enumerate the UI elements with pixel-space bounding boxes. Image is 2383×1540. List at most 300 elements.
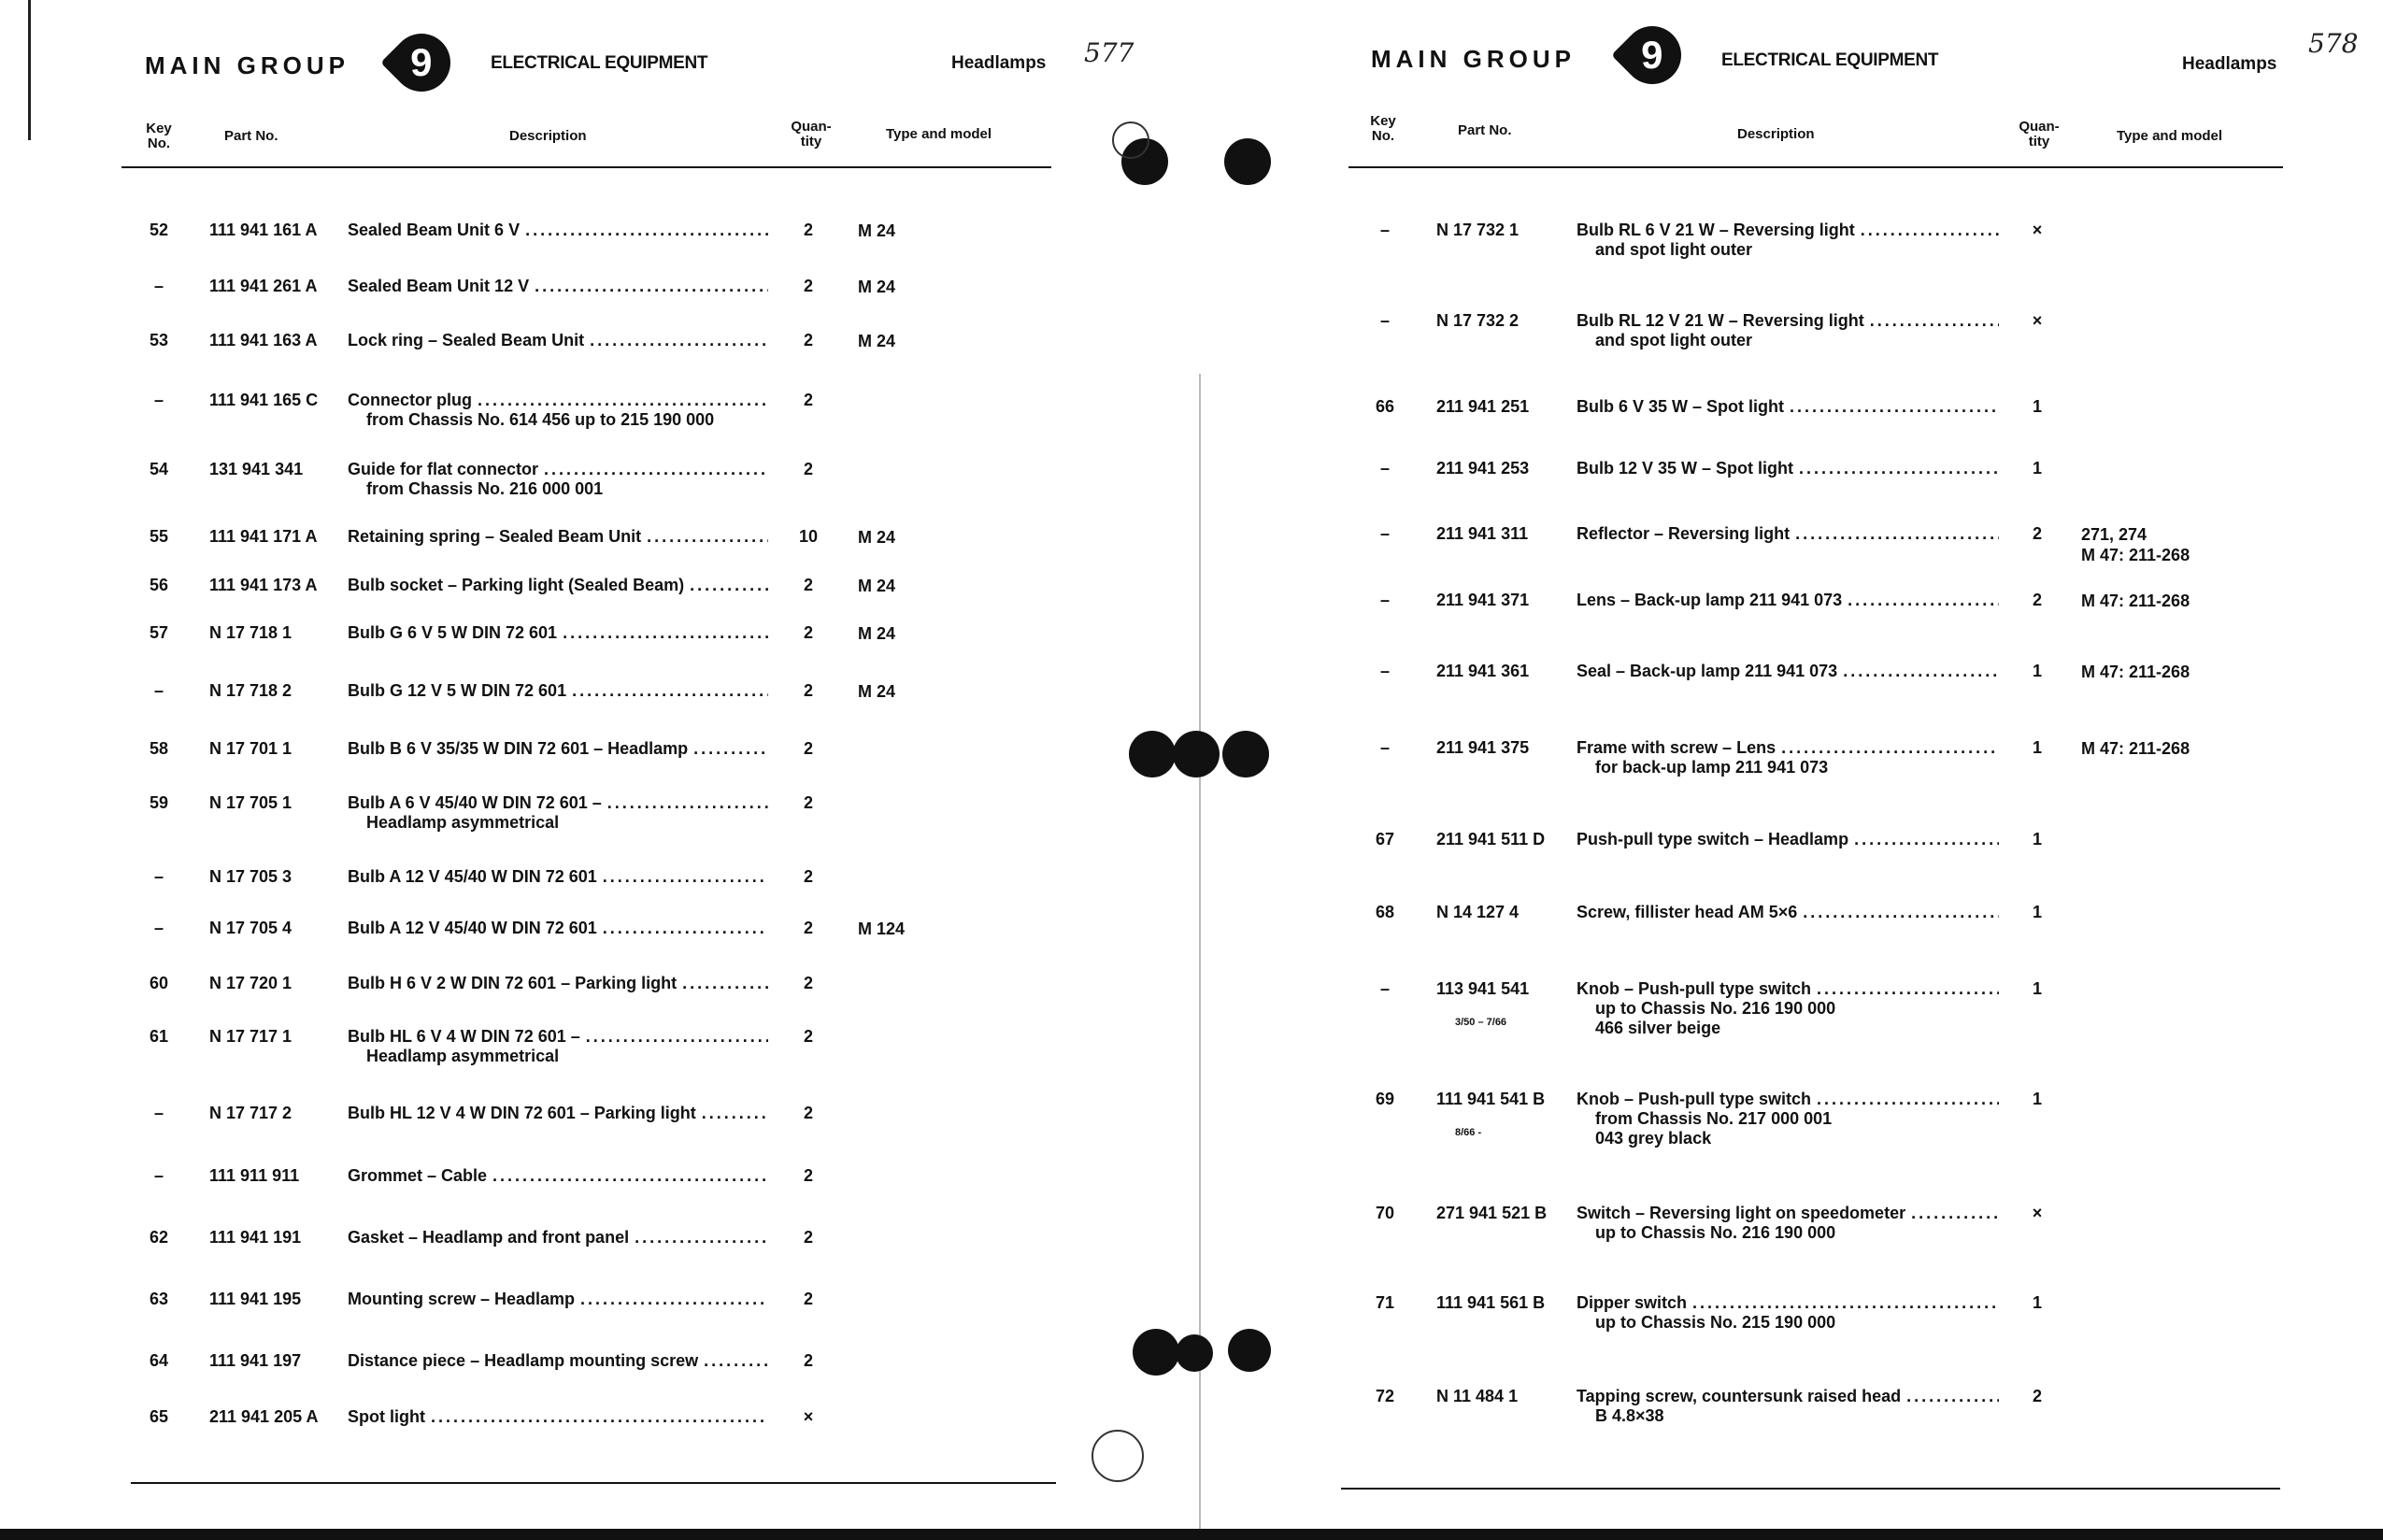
type-and-model [858, 331, 895, 351]
description-subline: up to Chassis No. 216 190 000 [1595, 999, 1836, 1018]
description-text: Distance piece – Headlamp mounting screw [348, 1351, 699, 1370]
description [1577, 903, 1999, 922]
part-number: 211 941 511 D [1436, 830, 1546, 848]
key-number: – [1379, 524, 1390, 543]
part-number: 211 941 371 [1436, 591, 1530, 609]
description-subline: from Chassis No. 216 000 001 [366, 479, 604, 498]
quantity: × [2032, 221, 2043, 239]
leader-dots [586, 1027, 768, 1047]
description-line [1577, 1090, 1999, 1109]
description-text: Bulb 6 V 35 W – Spot light [1577, 397, 1785, 416]
part-number: N 17 720 1 [209, 974, 293, 992]
description [348, 1027, 768, 1066]
description-text: Bulb RL 12 V 21 W – Reversing light [1577, 311, 1864, 330]
key-number: 65 [149, 1407, 169, 1426]
part-number: 211 941 375 [1436, 738, 1530, 757]
leader-dots [682, 974, 768, 993]
description-text: Bulb 12 V 35 W – Spot light [1577, 459, 1794, 478]
type-and-model-line: M 47: 211-268 [2081, 546, 2190, 564]
description-line [348, 391, 768, 410]
part-number: 111 941 163 A [209, 331, 318, 349]
description-text: Push-pull type switch – Headlamp [1577, 830, 1849, 848]
section-title: ELECTRICAL EQUIPMENT [491, 53, 708, 73]
quantity: 2 [803, 1104, 813, 1122]
description [1577, 662, 1999, 681]
quantity: 1 [2032, 979, 2042, 998]
description [348, 1407, 768, 1427]
leader-dots [572, 681, 768, 701]
description-text: Bulb A 12 V 45/40 W DIN 72 601 [348, 919, 597, 937]
description-subline: B 4.8×38 [1595, 1406, 1664, 1425]
key-number: 66 [1375, 397, 1395, 416]
key-number: 67 [1375, 830, 1395, 848]
quantity: 2 [803, 1166, 813, 1185]
quantity: 2 [2032, 1387, 2042, 1405]
key-number: 55 [149, 527, 169, 546]
description-line [1577, 662, 1999, 681]
part-number: 111 941 191 [209, 1228, 302, 1247]
description-line [348, 974, 768, 993]
description-line [348, 1104, 768, 1123]
description-line [348, 277, 768, 296]
key-number: 58 [149, 739, 169, 758]
type-and-model-line: M 47: 211-268 [2081, 739, 2190, 758]
quantity: 2 [803, 867, 813, 886]
description-line [348, 681, 768, 701]
description-subline: up to Chassis No. 215 190 000 [1595, 1313, 1836, 1332]
footer-rule [131, 1482, 1056, 1484]
key-number: 57 [149, 623, 169, 642]
type-and-model [858, 527, 895, 548]
quantity: × [803, 1407, 814, 1426]
description [1577, 1293, 1999, 1333]
description-text: Mounting screw – Headlamp [348, 1290, 576, 1308]
description-subline: Headlamp asymmetrical [366, 1047, 560, 1065]
description [348, 1166, 768, 1186]
description-line [348, 867, 768, 887]
col-header-key: Key No. [1370, 113, 1396, 144]
description [348, 576, 768, 595]
description [1577, 1204, 1999, 1243]
description [1577, 830, 1999, 849]
key-number: 64 [149, 1351, 169, 1370]
part-number: N 17 717 1 [209, 1027, 293, 1046]
description-text: Bulb RL 6 V 21 W – Reversing light [1577, 221, 1855, 239]
type-and-model-line: M 24 [858, 221, 896, 240]
description-subline: Headlamp asymmetrical [366, 813, 560, 832]
description-line [348, 1166, 768, 1186]
description-text: Lock ring – Sealed Beam Unit [348, 331, 585, 349]
description [348, 1351, 768, 1371]
description-text: Switch – Reversing light on speedometer [1577, 1204, 1906, 1222]
description-line [1577, 903, 1999, 922]
description-line [1577, 221, 1999, 240]
type-and-model-line: M 24 [858, 682, 896, 701]
left-page [0, 0, 1196, 1533]
description-text: Bulb B 6 V 35/35 W DIN 72 601 – Headlamp [348, 739, 689, 758]
quantity: 1 [2032, 903, 2042, 921]
quantity: 2 [803, 391, 813, 409]
part-number: 211 941 311 [1436, 524, 1529, 543]
quantity: 2 [803, 331, 813, 349]
subsection-title: Headlamps [2182, 54, 2277, 74]
description-text: Sealed Beam Unit 12 V [348, 277, 530, 295]
leader-dots [647, 527, 768, 547]
leader-dots [603, 919, 768, 938]
description [1577, 221, 1999, 260]
subsection-title: Headlamps [951, 53, 1047, 73]
description [348, 867, 768, 887]
type-and-model-line: M 47: 211-268 [2081, 663, 2190, 681]
part-number: N 17 718 1 [209, 623, 293, 642]
leader-dots [1795, 524, 1999, 544]
key-number: 52 [149, 221, 169, 239]
description [1577, 591, 1999, 610]
quantity: 2 [803, 739, 813, 758]
description [348, 1290, 768, 1309]
description [348, 681, 768, 701]
part-number: 111 941 161 A [209, 221, 318, 239]
leader-dots [1906, 1387, 1999, 1406]
leader-dots [1799, 459, 1999, 478]
description-subline: from Chassis No. 614 456 up to 215 190 000 [366, 410, 715, 429]
quantity: 1 [2032, 738, 2042, 757]
part-number: N 17 732 1 [1436, 221, 1520, 239]
description-line [1577, 591, 1999, 610]
description-line [348, 919, 768, 938]
description-text: Screw, fillister head AM 5×6 [1577, 903, 1798, 921]
description-line [1577, 738, 1999, 758]
type-and-model-line: M 24 [858, 278, 896, 296]
col-header-type: Type and model [2117, 128, 2223, 144]
leader-dots [1692, 1293, 1999, 1313]
description [348, 793, 768, 833]
key-number: 53 [149, 331, 169, 349]
description [1577, 397, 1999, 417]
part-number: N 17 705 1 [209, 793, 293, 812]
leader-dots [1817, 1090, 1999, 1109]
leader-dots [563, 623, 768, 643]
col-header-description: Description [1737, 126, 1815, 142]
description-subline: and spot light outer [1595, 240, 1752, 259]
description-line [1577, 397, 1999, 417]
key-number: – [1379, 738, 1390, 757]
col-header-key: Key No. [146, 121, 172, 151]
quantity: × [2032, 311, 2043, 330]
description [1577, 524, 1999, 544]
description-line [1577, 311, 1999, 331]
part-number: N 17 705 3 [209, 867, 293, 886]
leader-dots [525, 221, 768, 240]
leader-dots [603, 867, 768, 887]
right-page [1201, 0, 2383, 1533]
quantity: 1 [2032, 397, 2042, 416]
quantity: 2 [803, 974, 813, 992]
description-line [1577, 979, 1999, 999]
description [348, 974, 768, 993]
part-number: N 17 717 2 [209, 1104, 293, 1122]
quantity: 2 [803, 1290, 813, 1308]
key-number: 59 [149, 793, 169, 812]
quantity: 2 [803, 681, 813, 700]
description-line [348, 793, 768, 813]
description-subline: 466 silver beige [1595, 1019, 1721, 1037]
description-text: Bulb HL 12 V 4 W DIN 72 601 – Parking light [348, 1104, 696, 1122]
description-text: Connector plug [348, 391, 472, 409]
description [348, 527, 768, 547]
part-number: 131 941 341 [209, 460, 304, 478]
description-line [348, 576, 768, 595]
leader-dots [1817, 979, 1999, 999]
description-text: Bulb A 6 V 45/40 W DIN 72 601 – [348, 793, 602, 812]
description [1577, 311, 1999, 350]
leader-dots [590, 331, 768, 350]
leader-dots [1861, 221, 1999, 240]
quantity: 1 [2032, 1293, 2042, 1312]
type-and-model-line: M 124 [858, 920, 906, 938]
col-header-quantity: Quan- tity [2019, 119, 2060, 150]
quantity: 2 [2032, 524, 2042, 543]
description [1577, 979, 1999, 1038]
description-text: Gasket – Headlamp and front panel [348, 1228, 630, 1247]
key-number: – [153, 1166, 164, 1185]
main-group-label: MAIN GROUP [145, 51, 350, 79]
description [348, 739, 768, 759]
date-note: 8/66 - [1455, 1127, 1482, 1138]
leader-dots [635, 1228, 768, 1248]
type-and-model-line: M 24 [858, 577, 896, 595]
group-number-badge: 9 [1611, 14, 1693, 96]
col-header-description: Description [509, 128, 587, 144]
part-number: 111 941 171 A [209, 527, 318, 546]
part-number: 111 941 541 B [1436, 1090, 1546, 1108]
leader-dots [431, 1407, 768, 1427]
type-and-model [2081, 662, 2190, 682]
description-line [348, 1027, 768, 1047]
type-and-model-line: M 24 [858, 528, 896, 547]
part-number: 111 941 165 C [209, 391, 319, 409]
description [1577, 1090, 1999, 1148]
leader-dots [693, 739, 768, 759]
quantity: 2 [803, 221, 813, 239]
type-and-model-line: M 47: 211-268 [2081, 592, 2190, 610]
description-text: Knob – Push-pull type switch [1577, 979, 1812, 998]
description-line [1577, 524, 1999, 544]
quantity: 2 [2032, 591, 2042, 609]
key-number: 69 [1375, 1090, 1395, 1108]
description-text: Bulb HL 6 V 4 W DIN 72 601 – [348, 1027, 580, 1046]
description [348, 391, 768, 430]
group-number-badge: 9 [380, 21, 463, 104]
type-and-model-line: 271, 274 [2081, 525, 2148, 544]
quantity: 1 [2032, 662, 2042, 680]
part-number: 111 911 911 [209, 1166, 300, 1185]
part-number: N 17 732 2 [1436, 311, 1520, 330]
description [348, 460, 768, 499]
part-number: N 17 718 2 [209, 681, 293, 700]
leader-dots [704, 1351, 768, 1371]
description-text: Lens – Back-up lamp 211 941 073 [1577, 591, 1843, 609]
description-line [1577, 1387, 1999, 1406]
description-text: Bulb H 6 V 2 W DIN 72 601 – Parking light [348, 974, 678, 992]
description-line [1577, 830, 1999, 849]
key-number: – [1379, 459, 1390, 478]
leader-dots [1781, 738, 1999, 758]
quantity: 2 [803, 1351, 813, 1370]
description-text: Retaining spring – Sealed Beam Unit [348, 527, 642, 546]
description-text: Bulb G 6 V 5 W DIN 72 601 [348, 623, 558, 642]
part-number: 111 941 197 [209, 1351, 302, 1370]
description-text: Bulb socket – Parking light (Sealed Beam) [348, 576, 685, 594]
type-and-model [858, 919, 905, 939]
description-line [348, 527, 768, 547]
description-subline: up to Chassis No. 216 190 000 [1595, 1223, 1836, 1242]
description-line [348, 221, 768, 240]
leader-dots [478, 391, 768, 410]
description-subline: 043 grey black [1595, 1129, 1712, 1148]
key-number: – [1379, 979, 1390, 998]
description-line [1577, 1293, 1999, 1313]
description-line [348, 460, 768, 479]
description-text: Knob – Push-pull type switch [1577, 1090, 1812, 1108]
col-header-quantity: Quan- tity [791, 119, 832, 150]
col-header-part: Part No. [224, 128, 278, 144]
type-and-model [2081, 591, 2190, 611]
description-line [348, 1407, 768, 1427]
key-number: 72 [1375, 1387, 1395, 1405]
part-number: 111 941 195 [209, 1290, 302, 1308]
key-number: 56 [149, 576, 169, 594]
description-text: Frame with screw – Lens [1577, 738, 1777, 757]
part-number: N 14 127 4 [1436, 903, 1520, 921]
part-number: 113 941 541 [1436, 979, 1530, 998]
header-rule [1348, 166, 2283, 168]
description-text: Bulb A 12 V 45/40 W DIN 72 601 [348, 867, 597, 886]
part-number: 111 941 173 A [209, 576, 318, 594]
header-rule [121, 166, 1051, 168]
quantity: 10 [798, 527, 819, 546]
part-number: 211 941 361 [1436, 662, 1530, 680]
description-line [348, 1290, 768, 1309]
type-and-model-line: M 24 [858, 332, 896, 350]
part-number: 211 941 253 [1436, 459, 1530, 478]
leader-dots [607, 793, 768, 813]
description-line [348, 1351, 768, 1371]
key-number: – [1379, 311, 1390, 330]
leader-dots [1870, 311, 1999, 331]
description-line [1577, 1204, 1999, 1223]
description [348, 277, 768, 296]
type-and-model-line: M 24 [858, 624, 896, 643]
col-header-part: Part No. [1458, 122, 1512, 138]
description-line [1577, 459, 1999, 478]
description-text: Tapping screw, countersunk raised head [1577, 1387, 1902, 1405]
description [348, 221, 768, 240]
leader-dots [544, 460, 768, 479]
leader-dots [690, 576, 768, 595]
type-and-model [858, 623, 895, 644]
date-note: 3/50 – 7/66 [1455, 1017, 1507, 1028]
key-number: 60 [149, 974, 169, 992]
quantity: 1 [2032, 459, 2042, 478]
key-number: 68 [1375, 903, 1395, 921]
description [348, 623, 768, 643]
description [348, 1104, 768, 1123]
leader-dots [702, 1104, 768, 1123]
quantity: 2 [803, 277, 813, 295]
key-number: 71 [1375, 1293, 1395, 1312]
quantity: 1 [2032, 1090, 2042, 1108]
main-group-label: MAIN GROUP [1371, 45, 1576, 73]
section-title: ELECTRICAL EQUIPMENT [1721, 50, 1939, 70]
key-number: 63 [149, 1290, 169, 1308]
leader-dots [1911, 1204, 1999, 1223]
page-number: 578 [2308, 28, 2359, 59]
key-number: 62 [149, 1228, 169, 1247]
type-and-model [858, 277, 895, 297]
part-number: 271 941 521 B [1436, 1204, 1548, 1222]
type-and-model [858, 576, 895, 596]
description-line [348, 1228, 768, 1248]
leader-dots [492, 1166, 768, 1186]
type-and-model [2081, 738, 2190, 759]
quantity: 2 [803, 576, 813, 594]
key-number: 54 [149, 460, 169, 478]
key-number: – [1379, 591, 1390, 609]
leader-dots [1854, 830, 1999, 849]
leader-dots [1843, 662, 1999, 681]
type-and-model [858, 681, 895, 702]
description-text: Spot light [348, 1407, 425, 1426]
col-header-type: Type and model [886, 126, 992, 142]
part-number: N 17 705 4 [209, 919, 293, 937]
description-text: Sealed Beam Unit 6 V [348, 221, 521, 239]
key-number: – [153, 1104, 164, 1122]
leader-dots [1848, 591, 1999, 610]
description-text: Bulb G 12 V 5 W DIN 72 601 [348, 681, 567, 700]
description-text: Guide for flat connector [348, 460, 539, 478]
description [348, 919, 768, 938]
description [348, 1228, 768, 1248]
description [1577, 738, 1999, 777]
description-subline: for back-up lamp 211 941 073 [1595, 758, 1829, 777]
description-text: Reflector – Reversing light [1577, 524, 1791, 543]
key-number: – [153, 277, 164, 295]
quantity: 2 [803, 1027, 813, 1046]
description [1577, 459, 1999, 478]
part-number: N 11 484 1 [1436, 1387, 1519, 1405]
part-number: 211 941 251 [1436, 397, 1530, 416]
part-number: 211 941 205 A [209, 1407, 319, 1426]
quantity: 2 [803, 919, 813, 937]
description-line [348, 739, 768, 759]
quantity: × [2032, 1204, 2043, 1222]
key-number: – [1379, 662, 1390, 680]
leader-dots [580, 1290, 768, 1309]
description [348, 331, 768, 350]
key-number: – [153, 391, 164, 409]
leader-dots [535, 277, 768, 296]
description-text: Seal – Back-up lamp 211 941 073 [1577, 662, 1838, 680]
quantity: 1 [2032, 830, 2042, 848]
key-number: 61 [149, 1027, 169, 1046]
key-number: 70 [1375, 1204, 1395, 1222]
quantity: 2 [803, 623, 813, 642]
part-number: 111 941 261 A [209, 277, 318, 295]
key-number: – [153, 867, 164, 886]
part-number: N 17 701 1 [209, 739, 293, 758]
type-and-model [2081, 524, 2190, 565]
